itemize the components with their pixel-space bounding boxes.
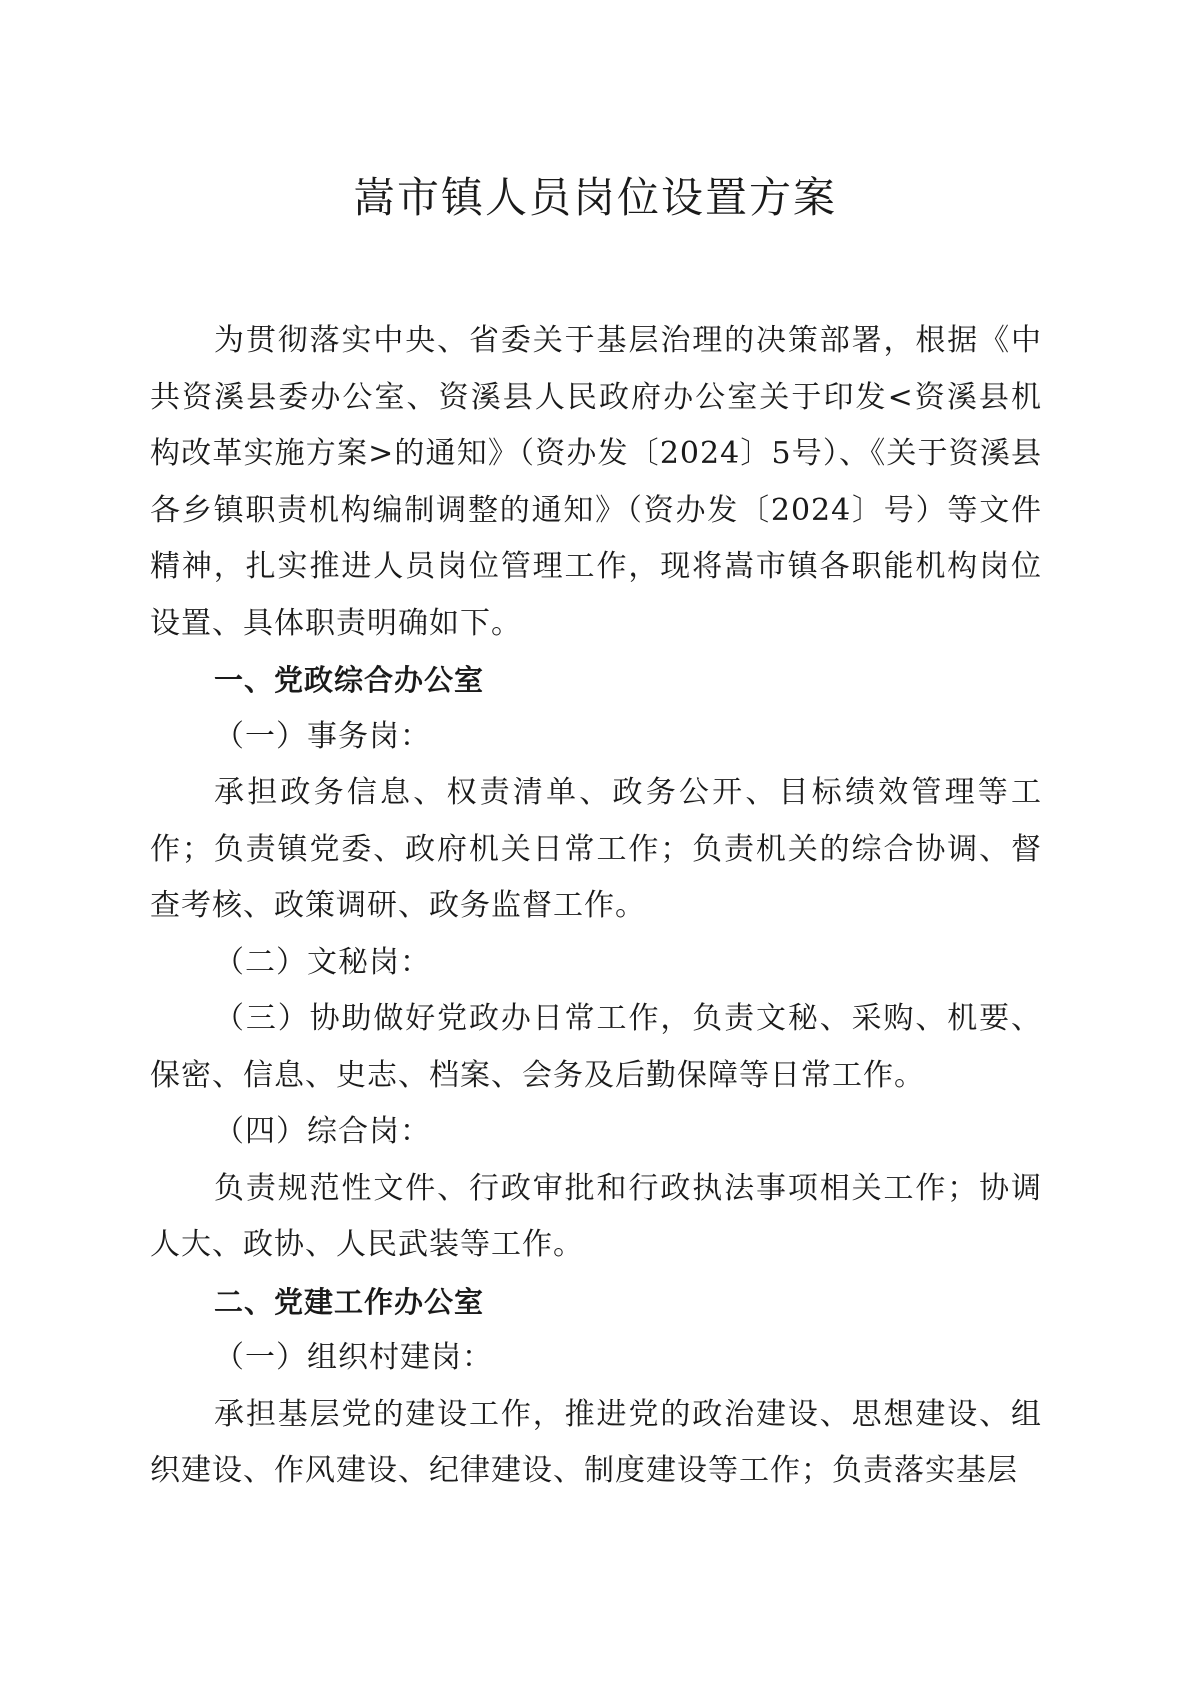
post-desc-secretary: （三）协助做好党政办日常工作，负责文秘、采购、机要、保密、信息、史志、档案、会务及后勤保障等日常工作。 xyxy=(150,1001,1042,1093)
section-heading-party-building: 二、党建工作办公室 xyxy=(214,1284,485,1319)
document-body xyxy=(150,313,1042,1500)
section-heading-party-office: 一、党政综合办公室 xyxy=(214,663,485,697)
intro-paragraph: 为贯彻落实中央、省委关于基层治理的决策部署，根据《中共资溪县委办公室、资溪县人民政府办公室关于印发<资溪县机构改革实施方案>的通知》（资办发〔2024〕5号）、《关于资溪县各乡镇职责机构编制调整的通知》（资办发〔2024〕号）等文件精神，扎实推进人员岗位管理工作，现将嵩市镇各职能机构岗位设置、具体职责明确如下。 xyxy=(150,323,1042,641)
post-title-affairs: （一）事务岗： xyxy=(214,718,431,754)
post-title-organization: （一）组织村建岗： xyxy=(214,1340,493,1375)
document-title: 嵩市镇人员岗位设置方案 xyxy=(352,173,837,222)
post-desc-organization: 承担基层党的建设工作，推进党的政治建设、思想建设、组织建设、作风建设、纪律建设、制度建设等工作；负责落实基层 xyxy=(150,1396,1042,1488)
post-title-secretary: （二）文秘岗： xyxy=(214,944,431,980)
post-desc-general: 负责规范性文件、行政审批和行政执法事项相关工作；协调人大、政协、人民武装等工作。 xyxy=(150,1170,1042,1262)
post-desc-affairs: 承担政务信息、权责清单、政务公开、目标绩效管理等工作；负责镇党委、政府机关日常工作；负责机关的综合协调、督查考核、政策调研、政务监督工作。 xyxy=(150,775,1042,923)
post-title-general: （四）综合岗： xyxy=(214,1114,431,1149)
